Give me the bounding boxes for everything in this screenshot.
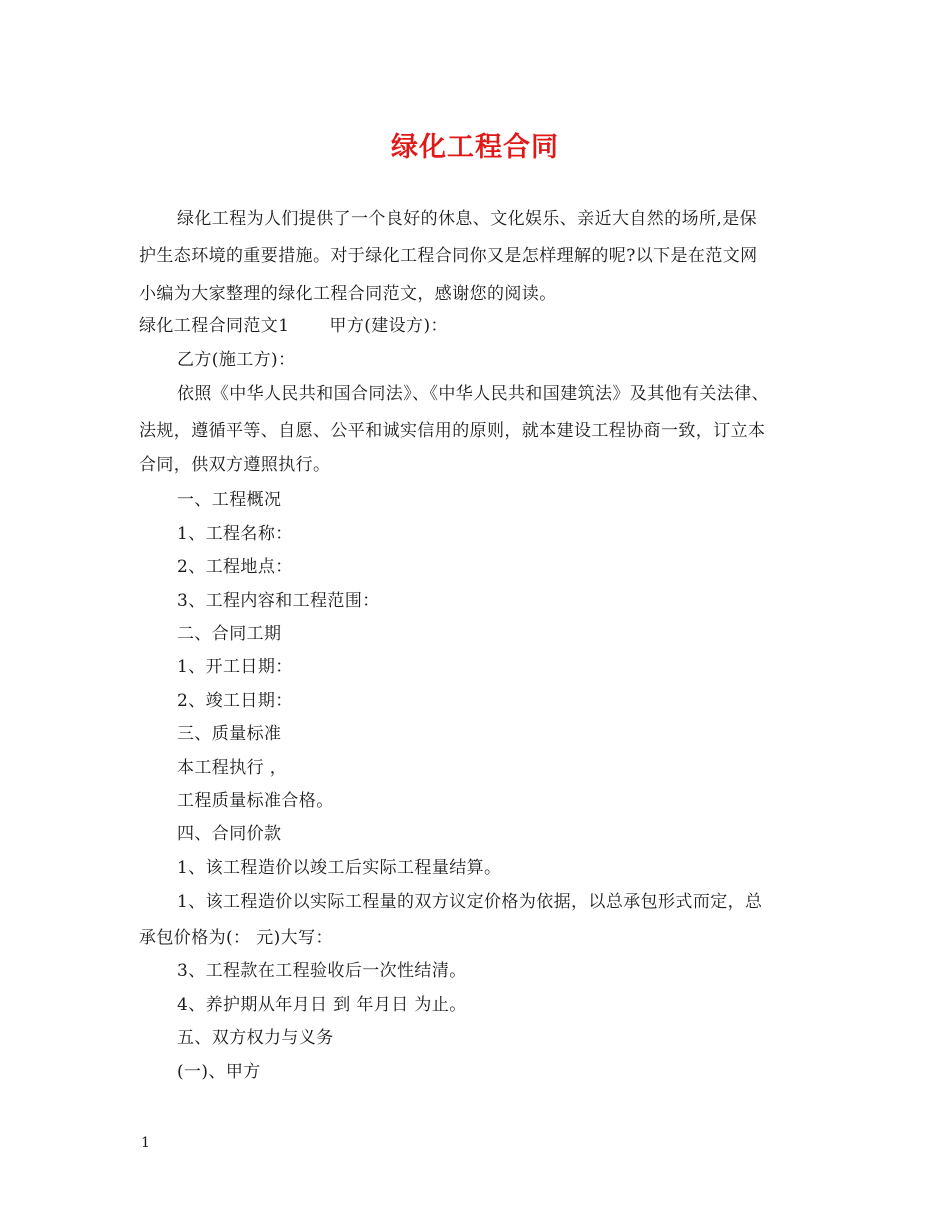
preamble-line-1: 依照《中华人民共和国合同法》、《中华人民共和国建筑法》及其他有关法律、 bbox=[177, 384, 769, 404]
clause-line: 1、该工程造价以实际工程量的双方议定价格为依据，以总承包形式而定，总 bbox=[177, 892, 763, 912]
clause-line: 本工程执行 ， bbox=[177, 758, 288, 778]
page-number: 1 bbox=[141, 1135, 150, 1151]
intro-line-3: 小编为大家整理的绿化工程合同范文，感谢您的阅读。 bbox=[139, 284, 557, 304]
sample-heading-row bbox=[139, 314, 448, 338]
section-heading: 四、合同价款 bbox=[177, 824, 282, 844]
intro-line-1: 绿化工程为人们提供了一个良好的休息、文化娱乐、亲近大自然的场所,是保 bbox=[177, 209, 758, 229]
clause-line: 1、该工程造价以竣工后实际工程量结算。 bbox=[177, 858, 502, 878]
party-a-label: 甲方(建设方)： bbox=[329, 316, 448, 336]
sample-heading: 绿化工程合同范文1 bbox=[139, 316, 290, 336]
preamble-line-3: 合同，供双方遵照执行。 bbox=[139, 455, 331, 475]
clause-line: 4、养护期从年月日 到 年月日 为止。 bbox=[177, 995, 467, 1015]
clause-line: 3、工程款在工程验收后一次性结清。 bbox=[177, 961, 467, 981]
section-heading: 三、质量标准 bbox=[177, 724, 282, 744]
section-heading: 二、合同工期 bbox=[177, 624, 282, 644]
section-heading: 一、工程概况 bbox=[177, 490, 282, 510]
preamble-line-2: 法规，遵循平等、自愿、公平和诚实信用的原则，就本建设工程协商一致，订立本 bbox=[139, 421, 766, 441]
clause-line: 承包价格为(： 元)大写： bbox=[139, 928, 333, 948]
sub-heading: (一)、甲方 bbox=[177, 1062, 261, 1082]
clause-line: 2、竣工日期： bbox=[177, 691, 293, 711]
clause-line: 1、工程名称： bbox=[177, 524, 293, 544]
clause-line: 3、工程内容和工程范围： bbox=[177, 591, 380, 611]
party-b-label: 乙方(施工方)： bbox=[177, 350, 296, 370]
clause-line: 工程质量标准合格。 bbox=[177, 791, 334, 811]
section-heading: 五、双方权力与义务 bbox=[177, 1028, 334, 1048]
clause-line: 1、开工日期： bbox=[177, 657, 293, 677]
clause-line: 2、工程地点： bbox=[177, 557, 293, 577]
intro-line-2: 护生态环境的重要措施。对于绿化工程合同你又是怎样理解的呢?以下是在范文网 bbox=[139, 246, 758, 266]
document-title: 绿化工程合同 bbox=[391, 132, 559, 163]
